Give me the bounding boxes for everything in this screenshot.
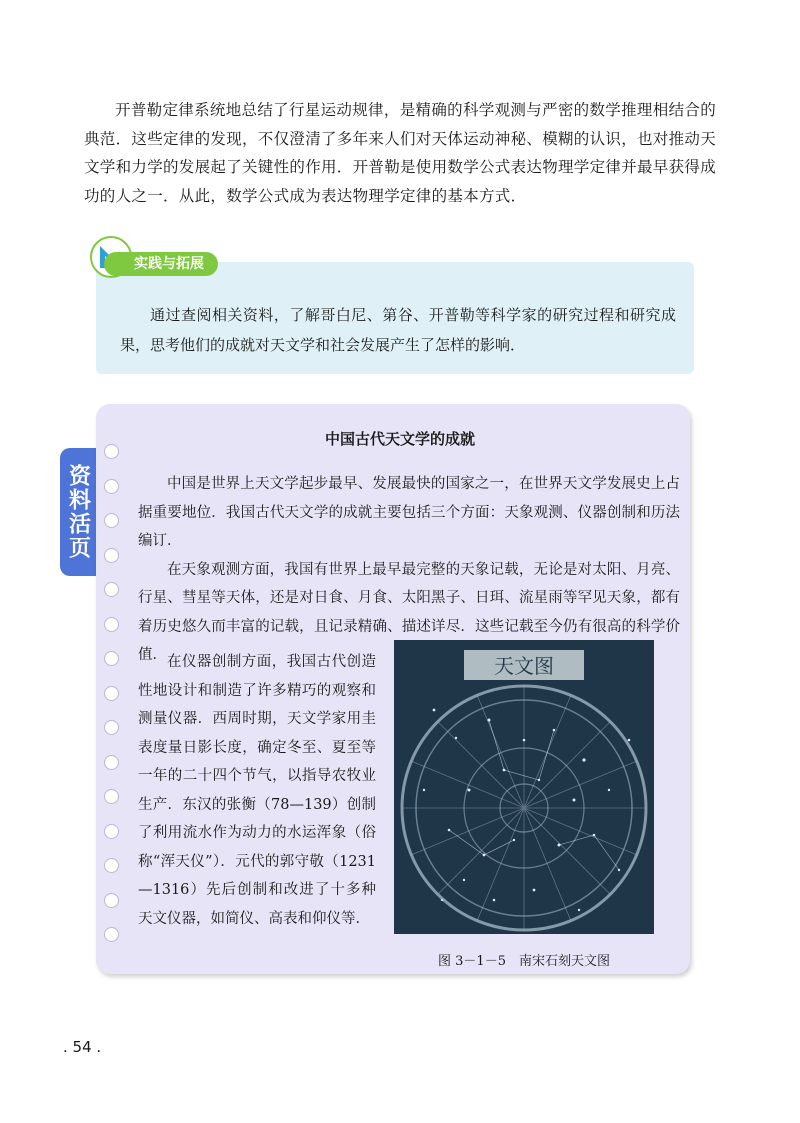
resource-side-tab: 资料活页 <box>60 448 96 576</box>
ring-hole <box>104 617 119 632</box>
resource-body-narrow <box>138 648 376 933</box>
star-map-image <box>394 640 654 934</box>
practice-tab: 实践与拓展 <box>104 252 218 276</box>
ring-hole <box>104 720 119 735</box>
ring-hole <box>104 824 119 839</box>
intro-paragraph: 开普勒定律系统地总结了行星运动规律，是精确的科学观测与严密的数学推理相结合的典范．这些定律的发现，不仅澄清了多年来人们对天体运动神秘、模糊的认识，也对推动天文学和力学的发展起了关键性的作用．开普勒是使用数学公式表达物理学定律并最早获得成功的人之一．从此，数学公式成为表达物理学定律的基本方式． <box>84 101 717 205</box>
intro-text <box>84 96 716 210</box>
resource-paragraph-2: 在天象观测方面，我国有世界上最早最完整的天象记载，无论是对太阳、月亮、行星、彗星等天体，还是对日食、月食、太阳黑子、日珥、流星雨等罕见天象，都有着历史悠久而丰富的记载，且记录精确、描述详尽．这些记载至今仍有很高的科学价值． <box>138 561 680 663</box>
ring-hole <box>104 444 119 459</box>
page-number: . 54 . <box>63 1038 102 1056</box>
ring-hole <box>104 789 119 804</box>
practice-paragraph: 通过查阅相关资料，了解哥白尼、第谷、开普勒等科学家的研究过程和研究成果，思考他们的成就对天文学和社会发展产生了怎样的影响． <box>120 306 676 354</box>
ring-hole <box>104 479 119 494</box>
ring-hole <box>104 582 119 597</box>
star-map-figure <box>394 640 654 934</box>
practice-text <box>120 300 676 360</box>
ring-hole <box>104 513 119 528</box>
ring-hole <box>104 548 119 563</box>
resource-paragraph-3: 在仪器创制方面，我国古代创造性地设计和制造了许多精巧的观察和测量仪器．西周时期，天文学家用圭表度量日影长度，确定冬至、夏至等一年的二十四个节气，以指导农牧业生产．东汉的张衡（78—139）创制了利用流水作为动力的水运浑象（俗称“浑天仪”）．元代的郭守敬（1231—1316）先后创制和改进了十多种天文仪器，如简仪、高表和仰仪等． <box>138 654 376 927</box>
resource-paragraph-1: 中国是世界上天文学起步最早、发展最快的国家之一，在世界天文学发展史上占据重要地位．我国古代天文学的成就主要包括三个方面：天象观测、仪器创制和历法编订． <box>138 476 680 549</box>
plaque-text: 天文图 <box>494 654 554 678</box>
ring-hole <box>104 686 119 701</box>
ring-hole <box>104 651 119 666</box>
ring-hole <box>104 858 119 873</box>
ring-hole <box>104 893 119 908</box>
figure-caption: 图 3－1－5 南宋石刻天文图 <box>438 954 610 969</box>
resource-title: 中国古代天文学的成就 <box>324 430 475 448</box>
ring-hole <box>104 927 119 942</box>
ring-hole <box>104 755 119 770</box>
notebook-rings <box>104 444 124 962</box>
